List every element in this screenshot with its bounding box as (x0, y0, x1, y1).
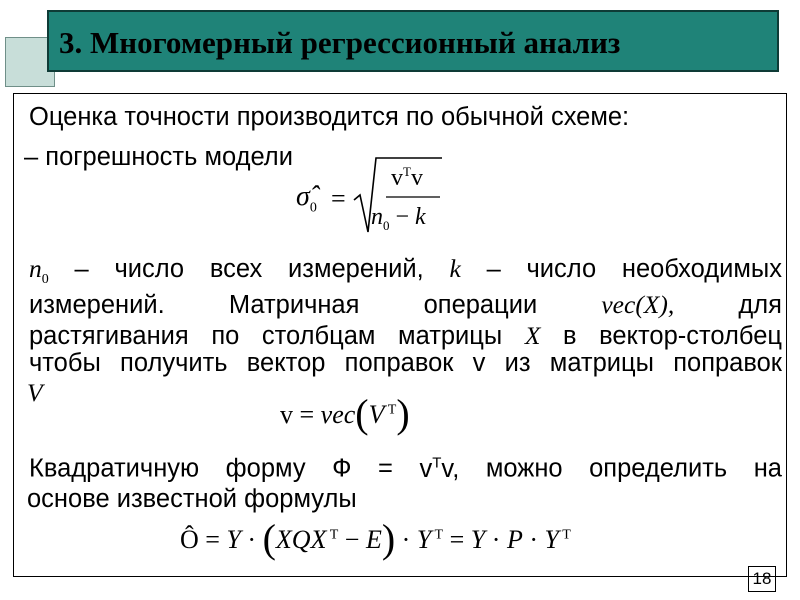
paragraph-line-1: $n_0$ – число всех измерений, k – число необходимых (29, 254, 782, 288)
paragraph-line-3: растягивания по столбцам матрицы X в вектор-столбец (29, 321, 782, 350)
slide-title: 3. Многомерный регрессионный анализ (59, 25, 621, 60)
fraction-numerator: $v^Tv$ (391, 164, 423, 191)
slide-number: 18 (748, 566, 776, 592)
sigma-hat: $\sigmâ_0$ (296, 181, 317, 216)
paragraph-line-5: V (27, 378, 43, 407)
var-n0: $n_0$ (29, 254, 49, 288)
paragraph3-line-2: основе известной формулы (27, 485, 357, 513)
vtv-text: $v^Tv$, (419, 454, 460, 483)
paragraph3-line-1: Квадратичную форму $Ф = v^Tv$, можно определить на (29, 454, 782, 483)
fraction-denominator: $n_0 - k$ (371, 204, 426, 233)
title-bar (47, 10, 779, 72)
paragraph-line-4: чтобы получить вектор поправок v из матрицы поправок (29, 349, 782, 377)
paragraph-line-2: измерений. Матричная операции vec(X), для (29, 290, 782, 319)
formula-quadratic: Ô = Y · (XQX $^T$ − E) · Y $^T$ = Y · P · Y $^T$ (180, 516, 571, 561)
text-line-2: – погрешность модели (24, 143, 293, 171)
text-line-1: Оценка точности производится по обычной схеме: (29, 103, 630, 131)
formula-vec: v = vec(V $^T$) (280, 391, 410, 436)
equals-sign: = (331, 184, 346, 213)
